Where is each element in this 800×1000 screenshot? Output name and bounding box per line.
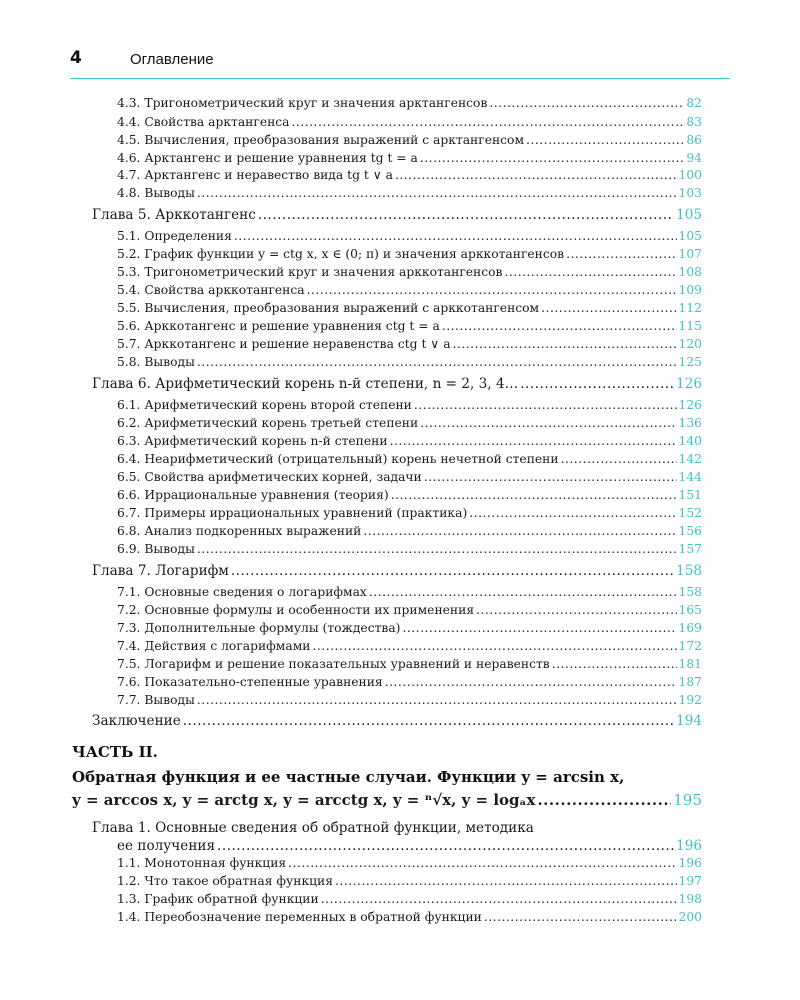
page-link[interactable]: 125 <box>678 355 702 369</box>
toc-section-entry[interactable] <box>117 874 702 892</box>
page-link[interactable]: 112 <box>678 301 702 315</box>
entry-title: 4.7. Арктангенс и неравество вида tg t ∨ a <box>117 168 393 182</box>
toc-section-entry[interactable] <box>117 621 702 639</box>
leader-dots <box>312 639 676 653</box>
leader-dots <box>402 621 676 635</box>
part-title-line: Обратная функция и ее частные случаи. Функции y = arcsin x, <box>72 768 625 786</box>
page-link[interactable]: 196 <box>676 838 702 854</box>
toc-section-entry[interactable] <box>117 319 702 337</box>
entry-title: 6.9. Выводы <box>117 542 195 556</box>
entry-title: 7.7. Выводы <box>117 693 195 707</box>
leader-dots <box>391 488 677 502</box>
page-link[interactable]: 140 <box>678 434 702 448</box>
page-link[interactable]: 158 <box>676 563 702 579</box>
toc-section-entry[interactable] <box>117 265 702 283</box>
entry-title: 7.1. Основные сведения о логарифмах <box>117 585 367 599</box>
entry-title: 5.4. Свойства арккотангенса <box>117 283 305 297</box>
leader-dots <box>369 585 677 599</box>
entry-title: 5.2. График функции y = ctg x, x ∈ (0; π) и значения арккотангенсов <box>117 247 565 261</box>
page-link[interactable]: 83 <box>686 115 702 129</box>
page-link[interactable]: 144 <box>678 470 702 484</box>
leader-dots <box>197 186 677 200</box>
toc-section-entry[interactable] <box>117 452 702 470</box>
page-link[interactable]: 197 <box>678 874 702 888</box>
leader-dots <box>489 96 684 110</box>
page-link[interactable]: 157 <box>678 542 702 556</box>
toc-section-entry[interactable] <box>117 434 702 452</box>
leader-dots <box>234 229 677 243</box>
page-link[interactable]: 82 <box>686 96 702 110</box>
leader-dots <box>552 657 677 671</box>
leader-dots <box>292 115 685 129</box>
entry-title: 5.3. Тригонометрический круг и значения арккотангенсов <box>117 265 503 279</box>
toc-section-entry[interactable] <box>117 186 702 204</box>
entry-title: 7.3. Дополнительные формулы (тождества) <box>117 621 401 635</box>
page-link[interactable]: 198 <box>678 892 702 906</box>
page-link[interactable]: 158 <box>678 585 702 599</box>
leader-dots <box>561 452 677 466</box>
leader-dots <box>537 791 671 809</box>
toc-section-entry[interactable] <box>117 675 702 693</box>
leader-dots <box>476 603 676 617</box>
page-link[interactable]: 181 <box>678 657 702 671</box>
toc-section-entry[interactable] <box>117 470 702 488</box>
leader-dots <box>217 838 674 854</box>
page-link[interactable]: 86 <box>686 133 702 147</box>
entry-title: 5.6. Арккотангенс и решение уравнения ctg t = a <box>117 319 440 333</box>
part-heading: ЧАСТЬ II. <box>72 743 158 761</box>
toc-section-entry[interactable] <box>117 416 702 434</box>
leader-dots <box>469 506 676 520</box>
page-link[interactable]: 152 <box>678 506 702 520</box>
page-link[interactable]: 108 <box>678 265 702 279</box>
chapter-title-line: Глава 1. Основные сведения об обратной функции, методика <box>92 820 534 836</box>
leader-dots <box>442 319 677 333</box>
page-link[interactable]: 115 <box>678 319 702 333</box>
page-number: 4 <box>70 48 82 68</box>
page-link[interactable]: 169 <box>678 621 702 635</box>
entry-title: 6.4. Неарифметический (отрицательный) корень нечетной степени <box>117 452 559 466</box>
leader-dots <box>307 283 677 297</box>
leader-dots <box>504 265 676 279</box>
toc-section-entry[interactable] <box>117 398 702 416</box>
page-link[interactable]: 187 <box>678 675 702 689</box>
entry-title: 5.8. Выводы <box>117 355 195 369</box>
leader-dots <box>541 301 676 315</box>
toc-section-entry[interactable] <box>117 488 702 506</box>
toc-section-entry[interactable] <box>117 283 702 301</box>
entry-title: 6.1. Арифметический корень второй степени <box>117 398 412 412</box>
part-title-line: y = arccos x, y = arctg x, y = arcctg x, y = ⁿ√x, y = logₐx <box>72 791 536 809</box>
entry-title: 1.3. График обратной функции <box>117 892 319 906</box>
page-link[interactable]: 105 <box>676 207 702 223</box>
entry-title: 6.3. Арифметический корень n-й степени <box>117 434 388 448</box>
page-link[interactable]: 107 <box>678 247 702 261</box>
toc-section-entry[interactable] <box>117 657 702 675</box>
entry-title: Глава 7. Логарифм <box>92 563 229 579</box>
entry-title: 1.1. Монотонная функция <box>117 856 287 870</box>
entry-title: 4.3. Тригонометрический круг и значения арктангенсов <box>117 96 488 110</box>
page-link[interactable]: 126 <box>678 398 702 412</box>
toc-section-entry[interactable] <box>117 301 702 319</box>
entry-title: 7.6. Показательно-степенные уравнения <box>117 675 383 689</box>
page-link[interactable]: 165 <box>678 603 702 617</box>
toc-section-entry[interactable] <box>117 542 702 560</box>
toc-section-entry[interactable] <box>117 247 702 265</box>
running-title: Оглавление <box>130 51 214 68</box>
chapter-title-line: ее получения <box>117 838 216 854</box>
toc-section-entry[interactable] <box>117 168 702 186</box>
page-link[interactable]: 103 <box>678 186 702 200</box>
toc-chapter-entry[interactable] <box>92 376 702 396</box>
leader-dots <box>258 207 674 223</box>
leader-dots <box>197 355 677 369</box>
entry-title: Глава 6. Арифметический корень n-й степени, n = 2, 3, 4… <box>92 376 519 392</box>
leader-dots <box>197 693 677 707</box>
toc-section-entry[interactable] <box>117 603 702 621</box>
part-title-entry[interactable] <box>72 791 702 813</box>
entry-title: Глава 5. Арккотангенс <box>92 207 256 223</box>
entry-title: 4.5. Вычисления, преобразования выражений с арктангенсом <box>117 133 525 147</box>
toc-section-entry[interactable] <box>117 115 702 133</box>
entry-title: 6.8. Анализ подкоренных выражений <box>117 524 362 538</box>
toc-section-entry[interactable] <box>117 639 702 657</box>
page-link[interactable]: 126 <box>676 376 702 392</box>
leader-dots <box>414 398 677 412</box>
entry-title: 6.5. Свойства арифметических корней, задачи <box>117 470 422 484</box>
entry-title: 7.5. Логарифм и решение показательных уравнений и неравенств <box>117 657 550 671</box>
leader-dots <box>520 376 674 392</box>
page-link[interactable]: 200 <box>678 910 702 924</box>
page-link[interactable]: 172 <box>678 639 702 653</box>
toc-section-entry[interactable] <box>117 355 702 373</box>
leader-dots <box>197 542 677 556</box>
leader-dots <box>335 874 677 888</box>
leader-dots <box>484 910 677 924</box>
entry-title: 5.7. Арккотангенс и решение неравенства ctg t ∨ a <box>117 337 451 351</box>
running-header <box>70 48 730 79</box>
leader-dots <box>420 416 676 430</box>
page-link[interactable]: 192 <box>678 693 702 707</box>
toc-section-entry[interactable] <box>117 892 702 910</box>
toc-section-entry[interactable] <box>117 693 702 711</box>
toc-section-entry[interactable] <box>117 524 702 542</box>
page-link[interactable]: 195 <box>673 791 702 809</box>
entry-title: 4.4. Свойства арктангенса <box>117 115 290 129</box>
entry-title: Заключение <box>92 713 181 729</box>
toc-chapter-entry[interactable] <box>92 563 702 583</box>
page-link[interactable]: 136 <box>678 416 702 430</box>
toc-section-entry[interactable] <box>117 337 702 355</box>
entry-title: 7.4. Действия с логарифмами <box>117 639 311 653</box>
entry-title: 6.7. Примеры иррациональных уравнений (практика) <box>117 506 468 520</box>
toc-section-entry[interactable] <box>117 506 702 524</box>
leader-dots <box>566 247 676 261</box>
page-link[interactable]: 100 <box>678 168 702 182</box>
entry-title: 5.5. Вычисления, преобразования выражений с арккотангенсом <box>117 301 540 315</box>
leader-dots <box>385 675 677 689</box>
toc-section-entry[interactable] <box>117 856 702 874</box>
page-link[interactable]: 194 <box>676 713 702 729</box>
leader-dots <box>288 856 676 870</box>
entry-title: 5.1. Определения <box>117 229 232 243</box>
leader-dots <box>526 133 684 147</box>
leader-dots <box>183 713 674 729</box>
entry-title: 7.2. Основные формулы и особенности их применения <box>117 603 475 617</box>
leader-dots <box>390 434 677 448</box>
toc-chapter-entry[interactable] <box>92 207 702 227</box>
leader-dots <box>420 151 685 165</box>
toc-section-entry[interactable] <box>117 229 702 247</box>
page-link[interactable]: 105 <box>678 229 702 243</box>
leader-dots <box>395 168 677 182</box>
toc-section-entry[interactable] <box>117 96 702 114</box>
entry-title: 6.2. Арифметический корень третьей степени <box>117 416 419 430</box>
entry-title: 1.4. Переобозначение переменных в обратной функции <box>117 910 482 924</box>
toc-section-entry[interactable] <box>117 151 702 169</box>
leader-dots <box>321 892 677 906</box>
leader-dots <box>231 563 674 579</box>
toc-chapter-entry[interactable] <box>92 713 702 733</box>
page-link[interactable]: 109 <box>678 283 702 297</box>
page-link[interactable]: 142 <box>678 452 702 466</box>
leader-dots <box>363 524 676 538</box>
toc-chapter-entry[interactable] <box>117 838 702 858</box>
page-link[interactable]: 120 <box>678 337 702 351</box>
page-link[interactable]: 156 <box>678 524 702 538</box>
page-link[interactable]: 94 <box>686 151 702 165</box>
leader-dots <box>453 337 677 351</box>
entry-title: 4.8. Выводы <box>117 186 195 200</box>
entry-title: 6.6. Иррациональные уравнения (теория) <box>117 488 389 502</box>
page-link[interactable]: 151 <box>678 488 702 502</box>
page-link[interactable]: 196 <box>678 856 702 870</box>
entry-title: 1.2. Что такое обратная функция <box>117 874 334 888</box>
toc-section-entry[interactable] <box>117 133 702 151</box>
entry-title: 4.6. Арктангенс и решение уравнения tg t = a <box>117 151 418 165</box>
toc-section-entry[interactable] <box>117 585 702 603</box>
leader-dots <box>424 470 677 484</box>
toc-section-entry[interactable] <box>117 910 702 928</box>
